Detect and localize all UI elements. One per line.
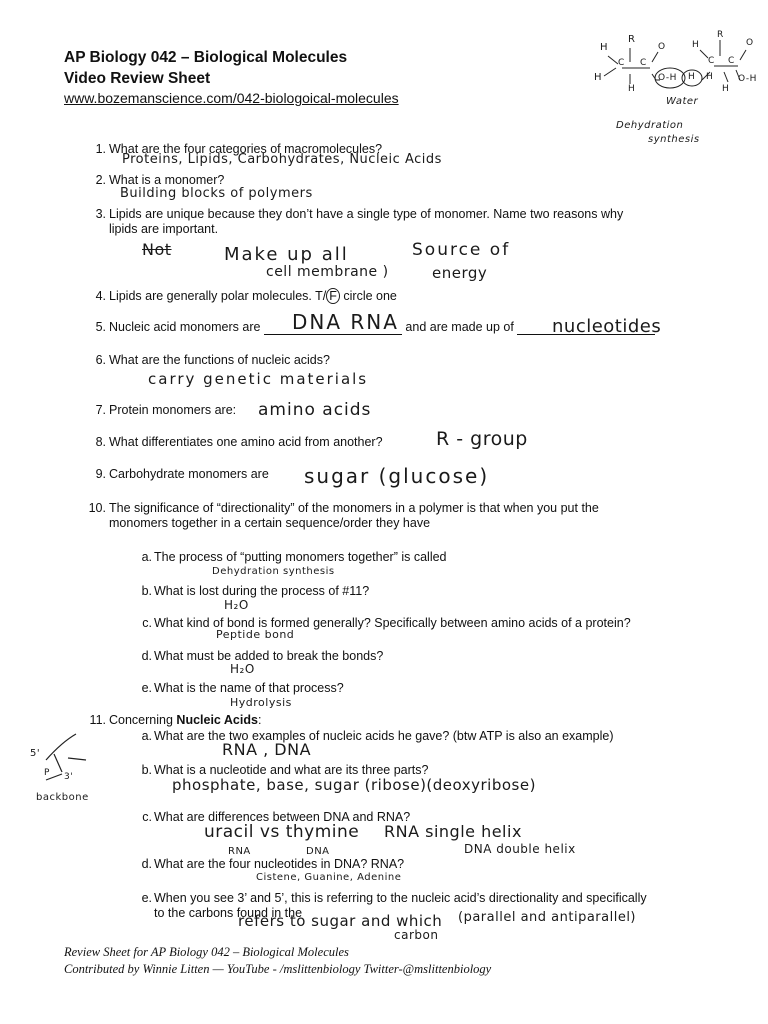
atom-label: H bbox=[706, 72, 714, 82]
question-number: 5. bbox=[95, 320, 106, 334]
answer-3b-line1: Source of bbox=[412, 240, 511, 260]
answer-10c: Peptide bond bbox=[216, 628, 295, 641]
question-text: What are the two examples of nucleic acids he gave? (btw ATP is also an example) bbox=[154, 729, 614, 743]
atom-label: C bbox=[728, 56, 735, 66]
sketch-caption-line2: synthesis bbox=[648, 134, 700, 145]
question-number: 7. bbox=[95, 403, 106, 417]
atom-label: H bbox=[628, 84, 636, 94]
atom-label: O-H bbox=[658, 73, 677, 83]
answer-11e-1: refers to sugar and which bbox=[238, 912, 443, 930]
answer-11c-1b: DNA bbox=[306, 846, 330, 857]
atom-label: H bbox=[692, 40, 700, 50]
answer-10d: H₂O bbox=[230, 662, 255, 676]
question-text: Lipids are generally polar molecules. T/ bbox=[109, 289, 327, 303]
answer-6: carry genetic materials bbox=[148, 370, 369, 388]
answer-11e-2: carbon bbox=[394, 928, 439, 942]
question-4 bbox=[95, 289, 397, 304]
sub-letter: c. bbox=[142, 616, 152, 630]
answer-7: amino acids bbox=[258, 400, 372, 420]
answer-11b: phosphate, base, sugar (ribose)(deoxyribose) bbox=[172, 776, 536, 794]
question-text: What differentiates one amino acid from another? bbox=[109, 435, 383, 449]
answer-3a-line1: Make up all bbox=[224, 244, 349, 265]
question-10 bbox=[88, 501, 599, 531]
answer-5a: DNA RNA bbox=[292, 310, 399, 334]
sub-letter: b. bbox=[141, 763, 152, 777]
atom-label: H bbox=[688, 72, 696, 82]
question-text: What kind of bond is formed generally? Specifically between amino acids of a protein? bbox=[154, 616, 631, 630]
question-number: 10. bbox=[88, 501, 106, 515]
atom-label: O bbox=[746, 38, 754, 48]
atom-label: O-H bbox=[738, 74, 757, 84]
answer-2: Building blocks of polymers bbox=[120, 186, 313, 201]
answer-11d: Cistene, Guanine, Adenine bbox=[256, 872, 402, 883]
sketch-caption-line1: Dehydration bbox=[616, 120, 684, 131]
atom-label: H bbox=[722, 84, 730, 94]
question-number: 2. bbox=[95, 173, 106, 187]
answer-10b: H₂O bbox=[224, 598, 249, 612]
question-text: Nucleic acid monomers are bbox=[109, 320, 261, 334]
answer-3b-line2: energy bbox=[432, 264, 488, 282]
question-9 bbox=[95, 467, 269, 482]
question-text: What is lost during the process of #11? bbox=[154, 584, 370, 598]
question-text: What is a monomer? bbox=[109, 173, 225, 187]
question-number: 9. bbox=[95, 467, 106, 481]
atom-label: C bbox=[640, 58, 647, 68]
answer-11c-3: DNA double helix bbox=[464, 842, 576, 856]
atom-label: H bbox=[600, 42, 609, 53]
question-text-cont: lipids are important. bbox=[109, 222, 219, 236]
page-title: AP Biology 042 – Biological Molecules bbox=[64, 49, 348, 66]
question-text: What must be added to break the bonds? bbox=[154, 649, 384, 663]
question-10e bbox=[141, 681, 344, 696]
question-10d bbox=[141, 649, 384, 664]
question-6 bbox=[95, 353, 330, 368]
question-text: What is a nucleotide and what are its three parts? bbox=[154, 763, 429, 777]
question-number: 1. bbox=[95, 142, 106, 156]
sub-letter: d. bbox=[141, 649, 152, 663]
answer-10e: Hydrolysis bbox=[230, 696, 292, 709]
water-label: Water bbox=[666, 96, 699, 107]
question-text: When you see 3’ and 5’, this is referring to the nucleic acid’s directionality and specifically bbox=[154, 891, 647, 905]
question-text: Carbohydrate monomers are bbox=[109, 467, 269, 481]
dehydration-synthesis-sketch bbox=[588, 28, 763, 158]
question-3 bbox=[95, 207, 624, 237]
question-number: 3. bbox=[95, 207, 106, 221]
question-text-cont: monomers together in a certain sequence/order they have bbox=[109, 516, 431, 530]
atom-label: C bbox=[708, 56, 715, 66]
question-text: The process of “putting monomers together” is called bbox=[154, 550, 447, 564]
answer-11c-1a: RNA bbox=[228, 846, 251, 857]
answer-11c-2: RNA single helix bbox=[384, 822, 522, 841]
atom-label: C bbox=[618, 58, 625, 68]
atom-label: O bbox=[658, 42, 666, 52]
question-text: The significance of “directionality” of the monomers in a polymer is that when you put the bbox=[109, 501, 599, 515]
question-8 bbox=[95, 435, 383, 450]
question-10b bbox=[141, 584, 370, 599]
margin-label: 3' bbox=[64, 772, 74, 782]
question-text: What are the four nucleotides in DNA? RNA? bbox=[154, 857, 405, 871]
question-text: Protein monomers are: bbox=[109, 403, 237, 417]
circled-answer: F bbox=[326, 288, 340, 304]
answer-9: sugar (glucose) bbox=[304, 464, 490, 488]
answer-5b: nucleotides bbox=[552, 316, 662, 337]
footer-line-1: Review Sheet for AP Biology 042 – Biological Molecules bbox=[64, 945, 349, 959]
margin-label: backbone bbox=[36, 792, 89, 803]
question-text-post: : bbox=[257, 713, 262, 727]
answer-3a-line2: cell membrane ) bbox=[266, 264, 389, 280]
sub-letter: a. bbox=[141, 550, 152, 564]
sub-letter: c. bbox=[142, 810, 152, 824]
question-11 bbox=[89, 713, 262, 728]
question-text-mid: and are made up of bbox=[405, 320, 514, 334]
margin-label: P bbox=[44, 768, 50, 778]
question-number: 4. bbox=[95, 289, 106, 303]
margin-label: 5' bbox=[30, 748, 41, 759]
answer-11c-1: uracil vs thymine bbox=[204, 822, 360, 842]
answer-11e-3: (parallel and antiparallel) bbox=[458, 910, 637, 925]
answer-11a: RNA , DNA bbox=[222, 740, 312, 759]
question-text: What are differences between DNA and RNA? bbox=[154, 810, 411, 824]
question-number: 6. bbox=[95, 353, 106, 367]
question-text-bold: Nucleic Acids bbox=[176, 713, 258, 727]
question-text-post: circle one bbox=[343, 289, 397, 303]
question-text: Concerning bbox=[109, 713, 173, 727]
sub-letter: e. bbox=[141, 681, 152, 695]
atom-label: H bbox=[594, 72, 603, 83]
question-text: What are the four categories of macromolecules? bbox=[109, 142, 383, 156]
answer-8: R - group bbox=[436, 428, 528, 450]
question-text: What are the functions of nucleic acids? bbox=[109, 353, 330, 367]
sub-letter: e. bbox=[141, 891, 152, 905]
source-url-link[interactable]: www.bozemanscience.com/042-biologoical-molecules bbox=[64, 90, 399, 106]
question-number: 8. bbox=[95, 435, 106, 449]
page-subtitle: Video Review Sheet bbox=[64, 70, 211, 87]
footer-line-2: Contributed by Winnie Litten — YouTube - /mslittenbiology Twitter-@mslittenbiology bbox=[64, 962, 492, 976]
question-10a bbox=[141, 550, 447, 565]
question-7 bbox=[95, 403, 237, 418]
question-number: 11. bbox=[89, 713, 106, 727]
sub-letter: a. bbox=[141, 729, 152, 743]
question-text: Lipids are unique because they don’t have a single type of monomer. Name two reasons why bbox=[109, 207, 624, 221]
answer-3-strike: Not bbox=[142, 240, 172, 259]
question-text: What is the name of that process? bbox=[154, 681, 344, 695]
question-text-cont: to the carbons found in the bbox=[154, 906, 303, 920]
question-11d bbox=[141, 857, 405, 872]
sub-letter: b. bbox=[141, 584, 152, 598]
atom-label: R bbox=[628, 34, 636, 45]
nucleotide-backbone-sketch bbox=[28, 728, 98, 808]
answer-1: Proteins, Lipids, Carbohydrates, Nucleic Acids bbox=[122, 152, 442, 167]
sub-letter: d. bbox=[141, 857, 152, 871]
atom-label: R bbox=[717, 30, 724, 40]
answer-10a: Dehydration synthesis bbox=[212, 566, 335, 577]
